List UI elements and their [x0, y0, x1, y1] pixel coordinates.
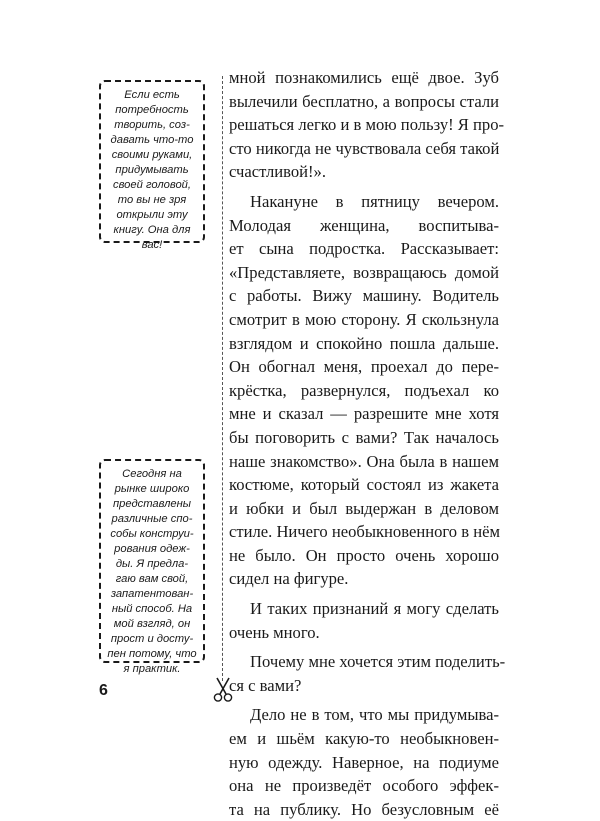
text-line: ся с вами?: [229, 675, 302, 695]
sidenote-line: Сегодня на: [122, 468, 182, 480]
text-line: и юбки и был выдержан в деловом: [229, 498, 499, 518]
text-line: И таких признаний я могу сделать: [250, 599, 499, 619]
sidenote-line: запатентован-: [110, 588, 194, 600]
text-line: счастливой!».: [229, 162, 326, 182]
sidenote-line: открыли эту: [116, 209, 188, 221]
text-line: ет сына подростка. Рассказывает:: [229, 239, 499, 259]
text-line: та на публику. Но безусловным её: [229, 799, 499, 819]
sidenote-line: рынке широко: [114, 483, 190, 495]
text-line: стиле. Ничего необыкновенного в нём: [229, 522, 500, 542]
text-line: смотрит в мою сторону. Я скользнула: [229, 309, 499, 329]
sidenote-line: мой взгляд, он: [113, 618, 191, 630]
sidenote-line: то вы не зря: [117, 194, 187, 206]
sidenote-line: своей головой,: [112, 179, 191, 191]
sidenote-line: потребность: [115, 104, 189, 116]
text-line: с работы. Вижу машину. Водитель: [229, 286, 499, 306]
text-line: крёстка, развернулся, подъехал ко: [229, 380, 499, 400]
text-line: очень много.: [229, 622, 320, 642]
sidenote-line: я практик.: [123, 663, 181, 675]
sidenote-line: Если есть: [124, 89, 180, 101]
body-text: [229, 66, 506, 821]
text-line: она не произведёт особого эффек-: [229, 776, 499, 796]
text-line: бы поговорить с вами? Так началось: [229, 427, 499, 447]
sidenote-line: давать что-то: [110, 134, 194, 146]
sidenote-line: различные спо-: [111, 513, 193, 525]
text-line: наше знакомство». Она была в нашем: [229, 451, 499, 471]
sidenote-line: ный способ. На: [111, 603, 193, 615]
sidenote-line: гаю вам свой,: [115, 573, 189, 585]
text-line: сидел на фигуре.: [229, 569, 349, 589]
text-line: ную одежду. Наверное, на подиуме: [229, 752, 499, 772]
text-line: не было. Он просто очень хорошо: [229, 545, 499, 565]
cut-line-divider: [222, 76, 223, 681]
text-line: Почему мне хочется этим поделить-: [250, 652, 506, 672]
text-line: «Представляете, возвращаюсь домой: [229, 262, 499, 282]
sidenote-construction-method: [99, 459, 205, 675]
sidenote-line: собы конструи-: [110, 528, 194, 540]
text-line: Накануне в пятницу вечером.: [250, 191, 499, 211]
sidenote-line: рования одеж-: [114, 543, 190, 555]
sidenote-line: представлены: [112, 498, 192, 510]
page-number: 6: [99, 682, 108, 699]
text-line: мной познакомились ещё двое. Зуб: [229, 68, 499, 87]
text-line: ем и шьём какую-то необыкновен-: [229, 729, 499, 749]
text-line: Он обогнал меня, проехал до пере-: [229, 357, 499, 377]
sidenote-line: вас!: [141, 239, 163, 251]
sidenote-creativity: [99, 80, 205, 251]
text-line: решаться легко и в мою пользу! Я про-: [229, 115, 505, 135]
text-line: Молодая женщина, воспитыва-: [229, 215, 499, 235]
sidenote-line: книгу. Она для: [113, 224, 191, 236]
sidenote-line: пен потому, что: [107, 648, 197, 660]
text-line: мне и сказал — разрешите мне хотя: [229, 404, 499, 424]
text-line: вылечили бесплатно, а вопросы стали: [229, 91, 499, 111]
sidenote-line: творить, соз-: [114, 119, 190, 131]
text-line: Дело не в том, что мы придумыва-: [250, 705, 499, 725]
sidenote-line: ды. Я предла-: [115, 558, 189, 570]
sidenote-line: придумывать: [115, 164, 189, 176]
text-line: сто никогда не чувствовала себя такой: [229, 138, 500, 158]
text-line: костюме, который состоял из жакета: [229, 475, 499, 495]
sidenote-line: своими руками,: [111, 149, 193, 161]
text-line: взглядом и спокойно пошла дальше.: [229, 333, 499, 353]
sidenote-line: прост и досту-: [110, 633, 194, 645]
